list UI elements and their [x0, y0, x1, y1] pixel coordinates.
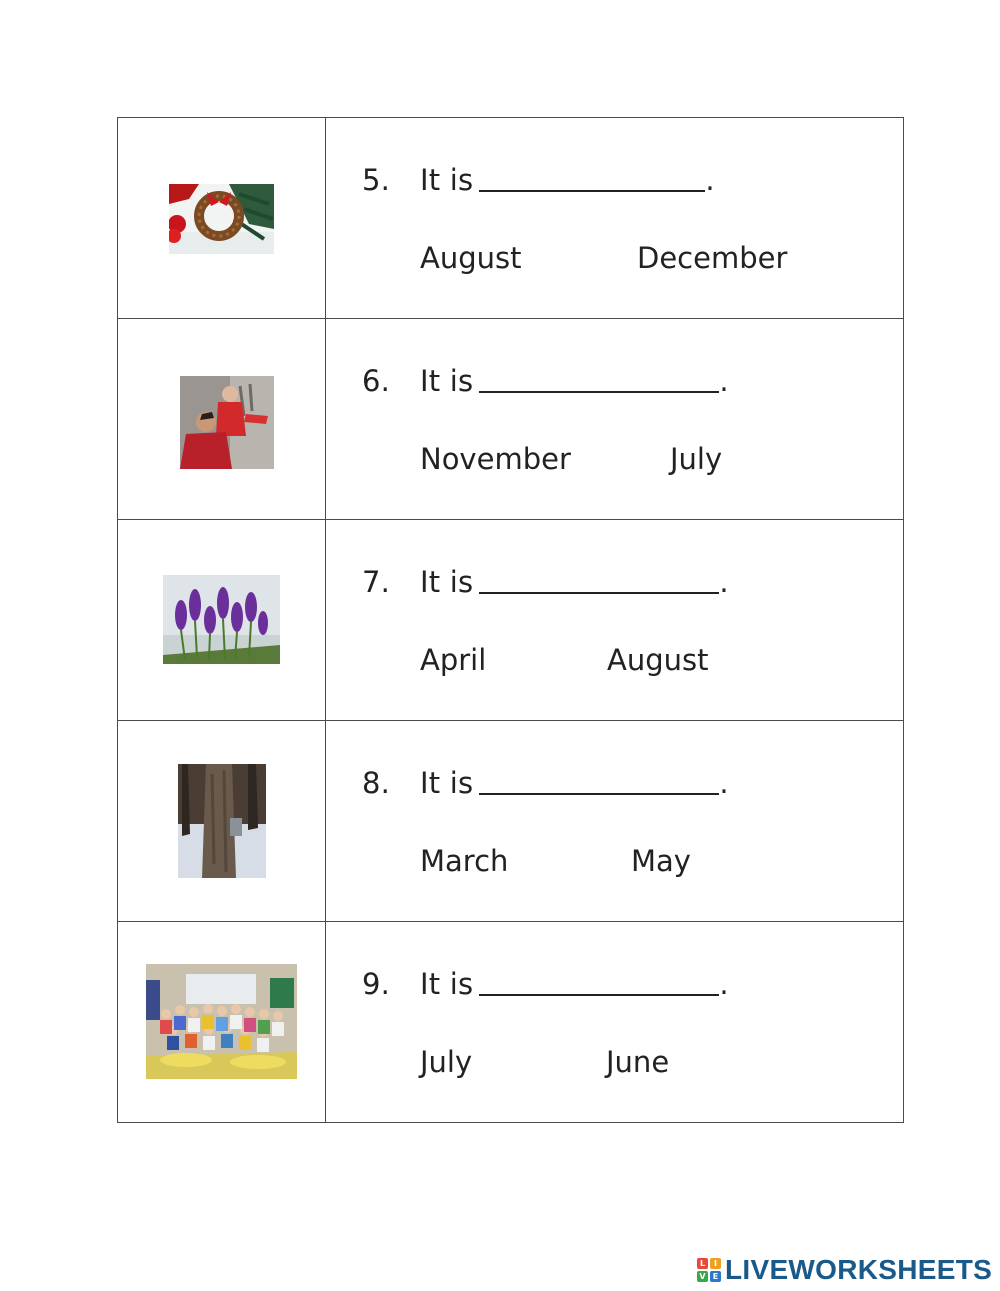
- option-2[interactable]: December: [637, 241, 788, 275]
- question-cell: [326, 520, 904, 721]
- question-end: .: [719, 766, 729, 800]
- answer-blank[interactable]: [479, 162, 705, 192]
- picture-cell: [118, 118, 326, 319]
- answer-blank[interactable]: [479, 363, 719, 393]
- question-cell: [326, 118, 904, 319]
- question-end: .: [719, 565, 729, 599]
- worksheet-table: [117, 117, 904, 1123]
- logo-blocks-icon: [697, 1258, 721, 1282]
- question-line: [362, 765, 729, 801]
- logo-block: E: [710, 1271, 721, 1282]
- father-child-winter-image: [180, 376, 274, 469]
- question-stem: It is: [420, 766, 474, 800]
- question-line: [362, 966, 729, 1002]
- question-stem: It is: [420, 364, 474, 398]
- question-end: .: [719, 364, 729, 398]
- question-line: [362, 162, 715, 198]
- logo-block: I: [710, 1258, 721, 1269]
- question-row: [118, 922, 904, 1123]
- liveworksheets-logo[interactable]: [697, 1256, 992, 1284]
- question-line: [362, 564, 729, 600]
- option-2[interactable]: May: [631, 844, 691, 878]
- picture-cell: [118, 721, 326, 922]
- option-2[interactable]: August: [607, 643, 709, 677]
- question-cell: [326, 319, 904, 520]
- logo-block: L: [697, 1258, 708, 1269]
- question-end: .: [719, 967, 729, 1001]
- option-1[interactable]: March: [420, 844, 509, 878]
- picture-cell: [118, 520, 326, 721]
- question-number: 8.: [362, 766, 391, 800]
- question-stem: It is: [420, 163, 474, 197]
- answer-blank[interactable]: [479, 564, 719, 594]
- option-2[interactable]: July: [670, 442, 723, 476]
- classroom-students-image: [146, 964, 297, 1079]
- answer-blank[interactable]: [479, 966, 719, 996]
- crocus-flowers-image: [163, 575, 280, 664]
- question-number: 5.: [362, 163, 391, 197]
- question-row: [118, 118, 904, 319]
- question-row: [118, 520, 904, 721]
- question-line: [362, 363, 729, 399]
- maple-tree-bucket-image: [178, 764, 266, 878]
- question-cell: [326, 922, 904, 1123]
- question-row: [118, 319, 904, 520]
- picture-cell: [118, 319, 326, 520]
- question-number: 9.: [362, 967, 391, 1001]
- option-1[interactable]: July: [420, 1045, 473, 1079]
- picture-cell: [118, 922, 326, 1123]
- option-1[interactable]: April: [420, 643, 487, 677]
- logo-text: LIVEWORKSHEETS: [725, 1254, 993, 1285]
- question-stem: It is: [420, 967, 474, 1001]
- option-2[interactable]: June: [606, 1045, 670, 1079]
- option-1[interactable]: August: [420, 241, 522, 275]
- question-number: 6.: [362, 364, 391, 398]
- answer-blank[interactable]: [479, 765, 719, 795]
- christmas-wreath-image: [169, 184, 274, 254]
- question-cell: [326, 721, 904, 922]
- question-end: .: [705, 163, 715, 197]
- question-stem: It is: [420, 565, 474, 599]
- question-number: 7.: [362, 565, 391, 599]
- question-row: [118, 721, 904, 922]
- logo-block: V: [697, 1271, 708, 1282]
- option-1[interactable]: November: [420, 442, 571, 476]
